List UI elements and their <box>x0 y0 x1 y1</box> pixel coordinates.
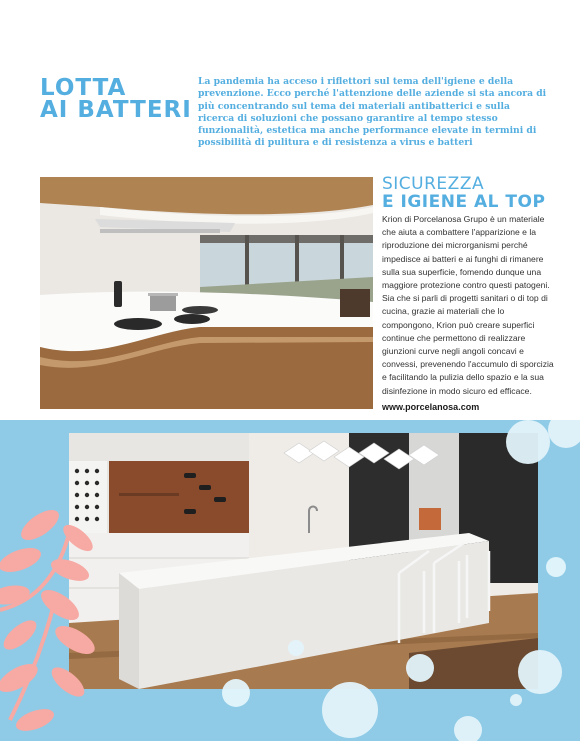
headline <box>40 77 190 121</box>
sidebar-body: Krion di Porcelanosa Grupo è un materiale che aiuta a combattere l'apparizione e la riproduzione dei microrganismi perché impedisce ai batteri e ai funghi di rimanere sulla sua superficie, fomendo dunque una maggiore protezione contro questi patogeni. Sia che si parli di progetti sanitari o di top di cucina, grazie ai materiali che lo compongono, Krion può creare superfici continue che permettono di realizzare giunzioni curve negli angoli concavi e convessi, prevenendo l'accumulo di sporcizia e facilitando la pulizia dello spazio e la sua disinfezione in modo sicuro ed efficace. <box>382 214 554 396</box>
sidebar-title-line-1: SICUREZZA <box>382 174 485 194</box>
kitchen-photo-top <box>40 177 373 409</box>
website-link[interactable]: www.porcelanosa.com <box>382 402 480 412</box>
headline-line-2: AI BATTERI <box>40 97 192 123</box>
headline-line-1: LOTTA <box>40 75 127 101</box>
sidebar-title <box>382 175 562 211</box>
kitchen-photo-bottom-illustration <box>69 433 538 689</box>
kitchen-photo-bottom <box>69 433 538 689</box>
intro-paragraph: La pandemia ha acceso i riflettori sul tema dell'igiene e della prevenzione. Ecco perché l'attenzione delle aziende si sta ancora di più concentrando sul tema dei materiali antibatterici e sulla ricerca di soluzioni che possano garantire al tempo stesso funzionalità, estetica ma anche performance elevate in termini di possibilità di pulitura e di resistenza a virus e batteri <box>198 76 547 149</box>
kitchen-photo-top-illustration <box>40 177 373 409</box>
sidebar-title-line-2: E IGIENE AL TOP <box>382 192 546 212</box>
